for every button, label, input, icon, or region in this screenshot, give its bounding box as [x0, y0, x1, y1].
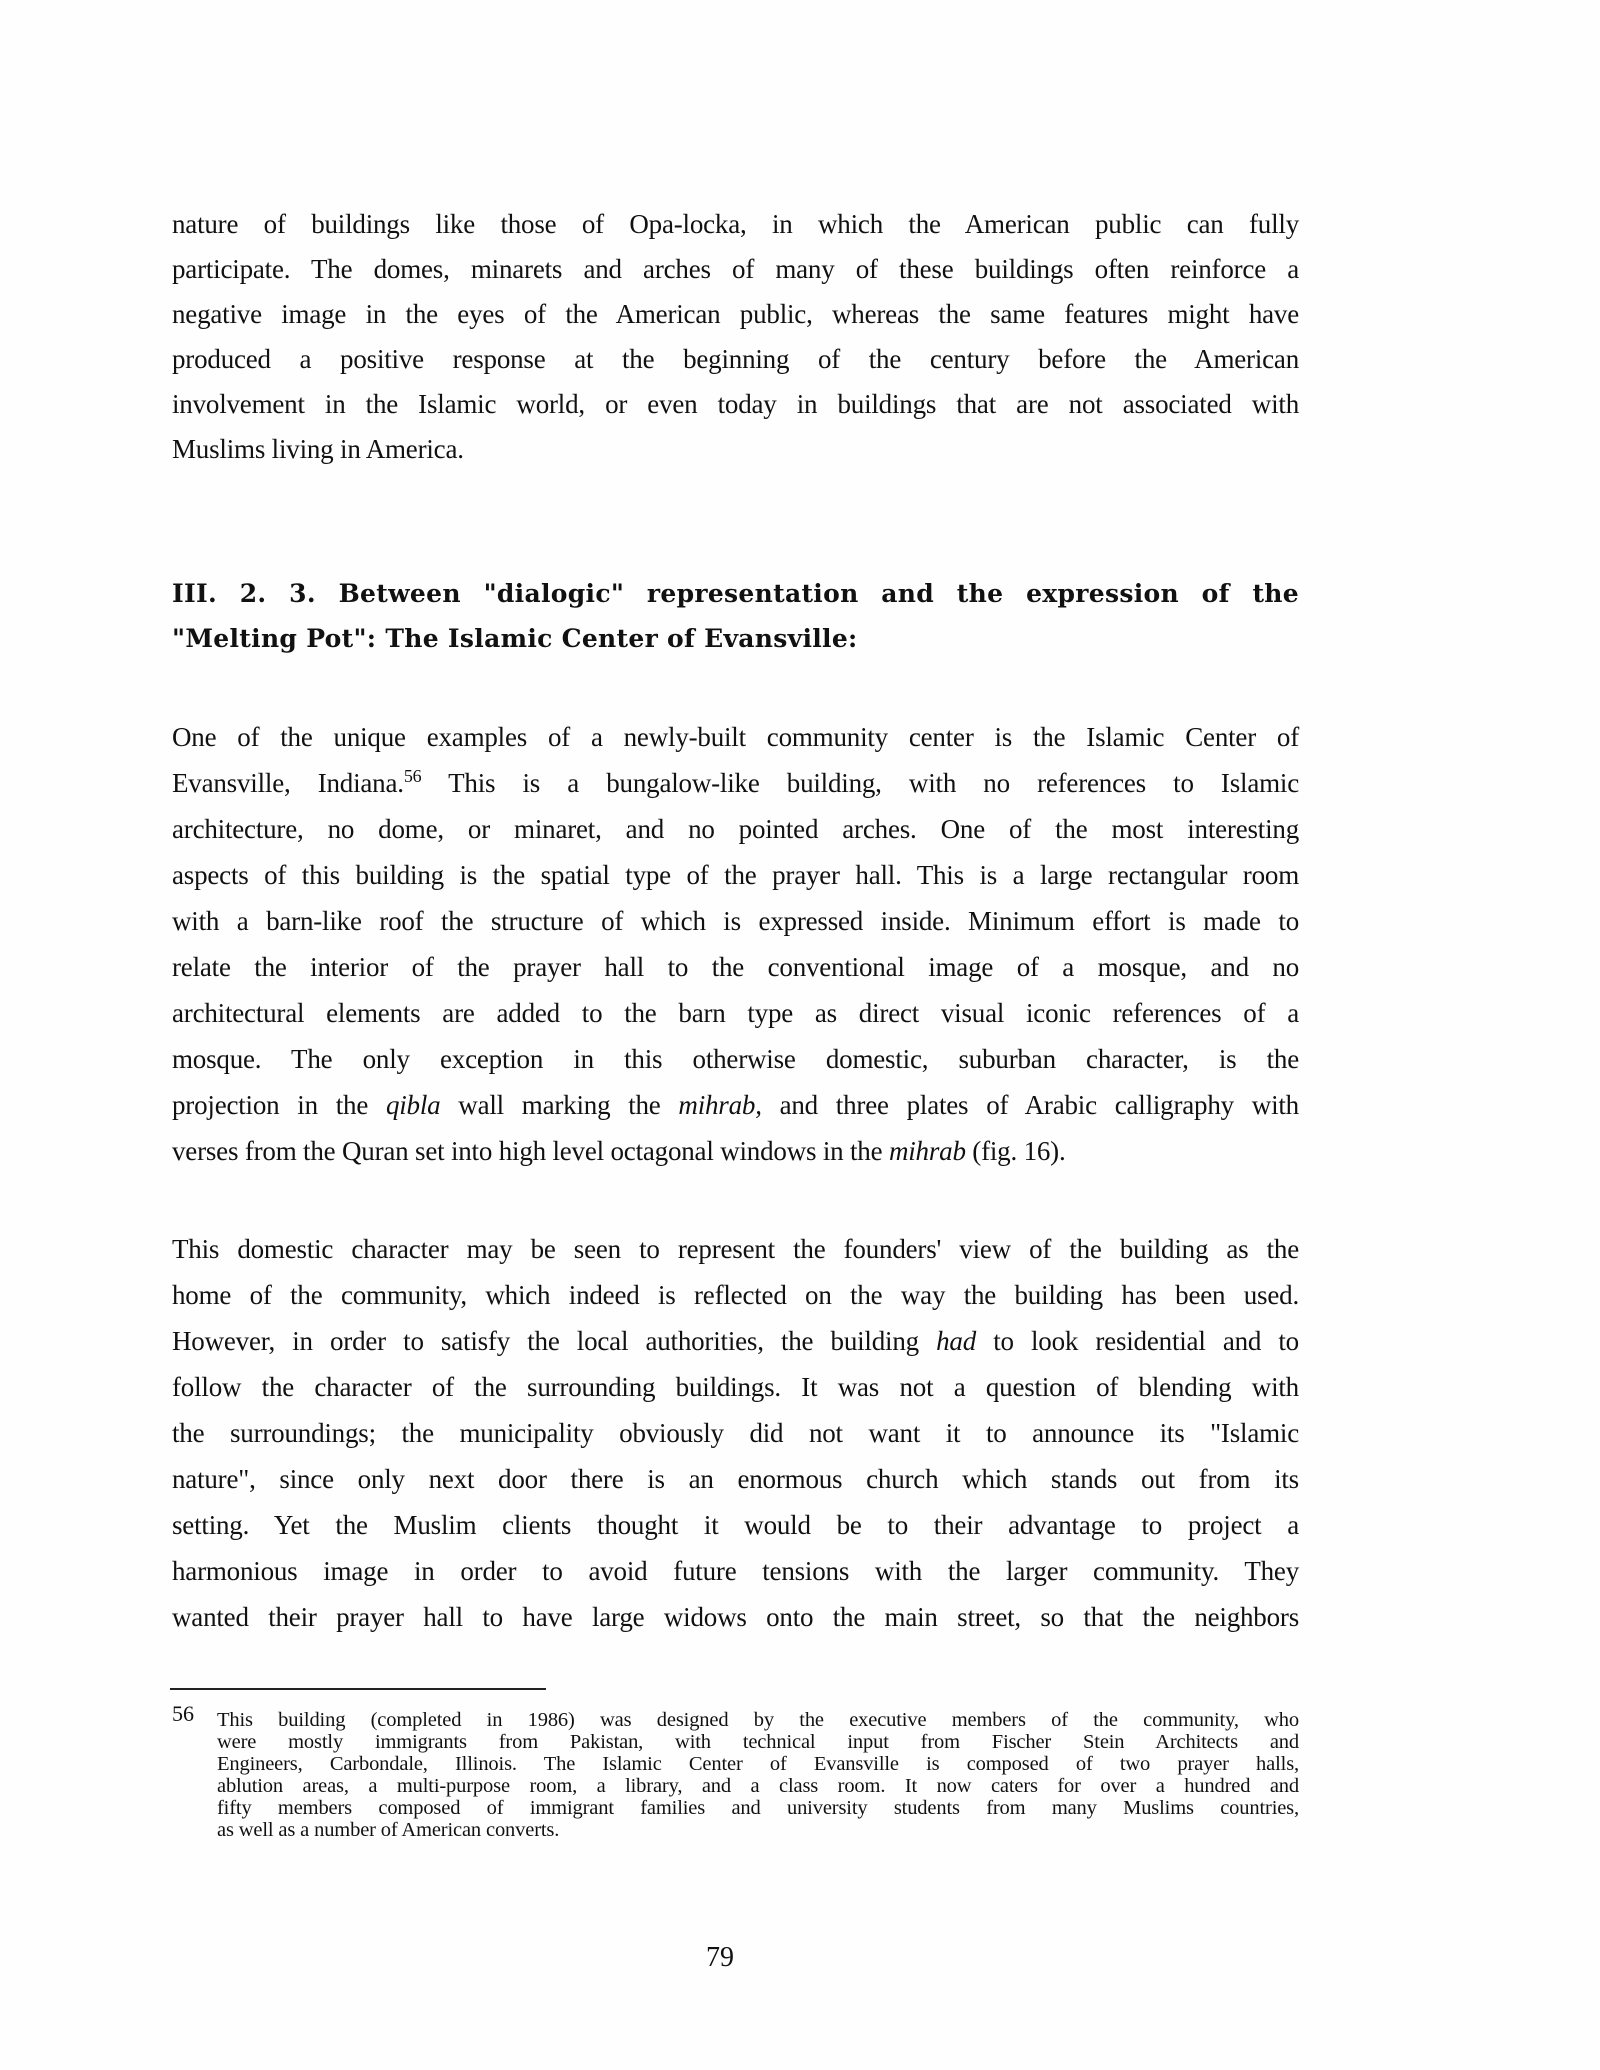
- text-line: with a barn-like roof the structure of which is expressed inside. Minimum effort is made to: [172, 906, 1299, 936]
- footnote-line: were mostly immigrants from Pakistan, with technical input from Fischer Stein Architects and: [217, 1731, 1299, 1753]
- text-span: verses from the Quran set into high level octagonal windows in the: [172, 1136, 889, 1166]
- footnote-line: This building (completed in 1986) was designed by the executive members of the community, who: [217, 1709, 1299, 1731]
- text-line: architectural elements are added to the barn type as direct visual iconic references of a: [172, 998, 1299, 1028]
- italic-term: had: [936, 1326, 977, 1356]
- text-line: mosque. The only exception in this otherwise domestic, suburban character, is the: [172, 1044, 1299, 1074]
- text-span: Evansville, Indiana.: [172, 768, 404, 798]
- footnote-separator: [170, 1688, 546, 1690]
- text-span: and three plates of Arabic calligraphy with: [761, 1090, 1299, 1120]
- text-line: follow the character of the surrounding buildings. It was not a question of blending with: [172, 1372, 1299, 1402]
- text-line: nature", since only next door there is an enormous church which stands out from its: [172, 1464, 1299, 1494]
- footnote-line: as well as a number of American converts.: [217, 1819, 560, 1841]
- text-span: projection in the: [172, 1090, 386, 1120]
- text-span: However, in order to satisfy the local authorities, the building: [172, 1326, 937, 1356]
- italic-term: mihrab: [888, 1136, 966, 1166]
- page-number: 79: [706, 1942, 734, 1973]
- text-line: nature of buildings like those of Opa-locka, in which the American public can fully: [172, 209, 1299, 239]
- heading-line: "Melting Pot": The Islamic Center of Evansville:: [172, 624, 858, 653]
- text-line: home of the community, which indeed is reflected on the way the building has been used.: [172, 1280, 1299, 1310]
- text-line: One of the unique examples of a newly-built community center is the Islamic Center of: [172, 722, 1299, 752]
- footnote-line: fifty members composed of immigrant families and university students from many Muslims countries,: [217, 1797, 1299, 1819]
- text-span: This is a bungalow-like building, with no references to Islamic: [421, 768, 1299, 798]
- text-line: wanted their prayer hall to have large widows onto the main street, so that the neighbors: [172, 1602, 1299, 1632]
- footnote-reference[interactable]: 56: [403, 766, 422, 786]
- text-line: setting. Yet the Muslim clients thought it would be to their advantage to project a: [172, 1510, 1299, 1540]
- text-line: [172, 1128, 1299, 1174]
- text-line: architecture, no dome, or minaret, and no pointed arches. One of the most interesting: [172, 814, 1299, 844]
- text-line: produced a positive response at the beginning of the century before the American: [172, 344, 1299, 374]
- italic-term: qibla: [385, 1090, 441, 1120]
- text-line: participate. The domes, minarets and arches of many of these buildings often reinforce a: [172, 254, 1299, 284]
- footnote-line: ablution areas, a multi-purpose room, a library, and a class room. It now caters for over a hundred and: [217, 1775, 1299, 1797]
- text-span: (fig. 16).: [965, 1136, 1066, 1166]
- italic-term: mihrab,: [678, 1090, 762, 1120]
- text-line: the surroundings; the municipality obviously did not want it to announce its "Islamic: [172, 1418, 1299, 1448]
- text-span: wall marking the: [440, 1090, 679, 1120]
- text-span: to look residential and to: [976, 1326, 1299, 1356]
- text-line: negative image in the eyes of the American public, whereas the same features might have: [172, 299, 1299, 329]
- text-line: [172, 1082, 1299, 1128]
- text-line: aspects of this building is the spatial type of the prayer hall. This is a large rectangular room: [172, 860, 1299, 890]
- text-line: harmonious image in order to avoid future tensions with the larger community. They: [172, 1556, 1299, 1586]
- text-line: Muslims living in America.: [172, 434, 464, 464]
- text-line: [172, 1318, 1299, 1364]
- footnote-number: 56: [172, 1701, 194, 1726]
- heading-line: III. 2. 3. Between "dialogic" representation and the expression of the: [172, 579, 1299, 608]
- text-line: [172, 760, 1299, 806]
- text-line: This domestic character may be seen to represent the founders' view of the building as the: [172, 1234, 1299, 1264]
- text-line: involvement in the Islamic world, or even today in buildings that are not associated with: [172, 389, 1299, 419]
- footnote-line: Engineers, Carbondale, Illinois. The Islamic Center of Evansville is composed of two prayer halls,: [217, 1753, 1299, 1775]
- text-line: relate the interior of the prayer hall to the conventional image of a mosque, and no: [172, 952, 1299, 982]
